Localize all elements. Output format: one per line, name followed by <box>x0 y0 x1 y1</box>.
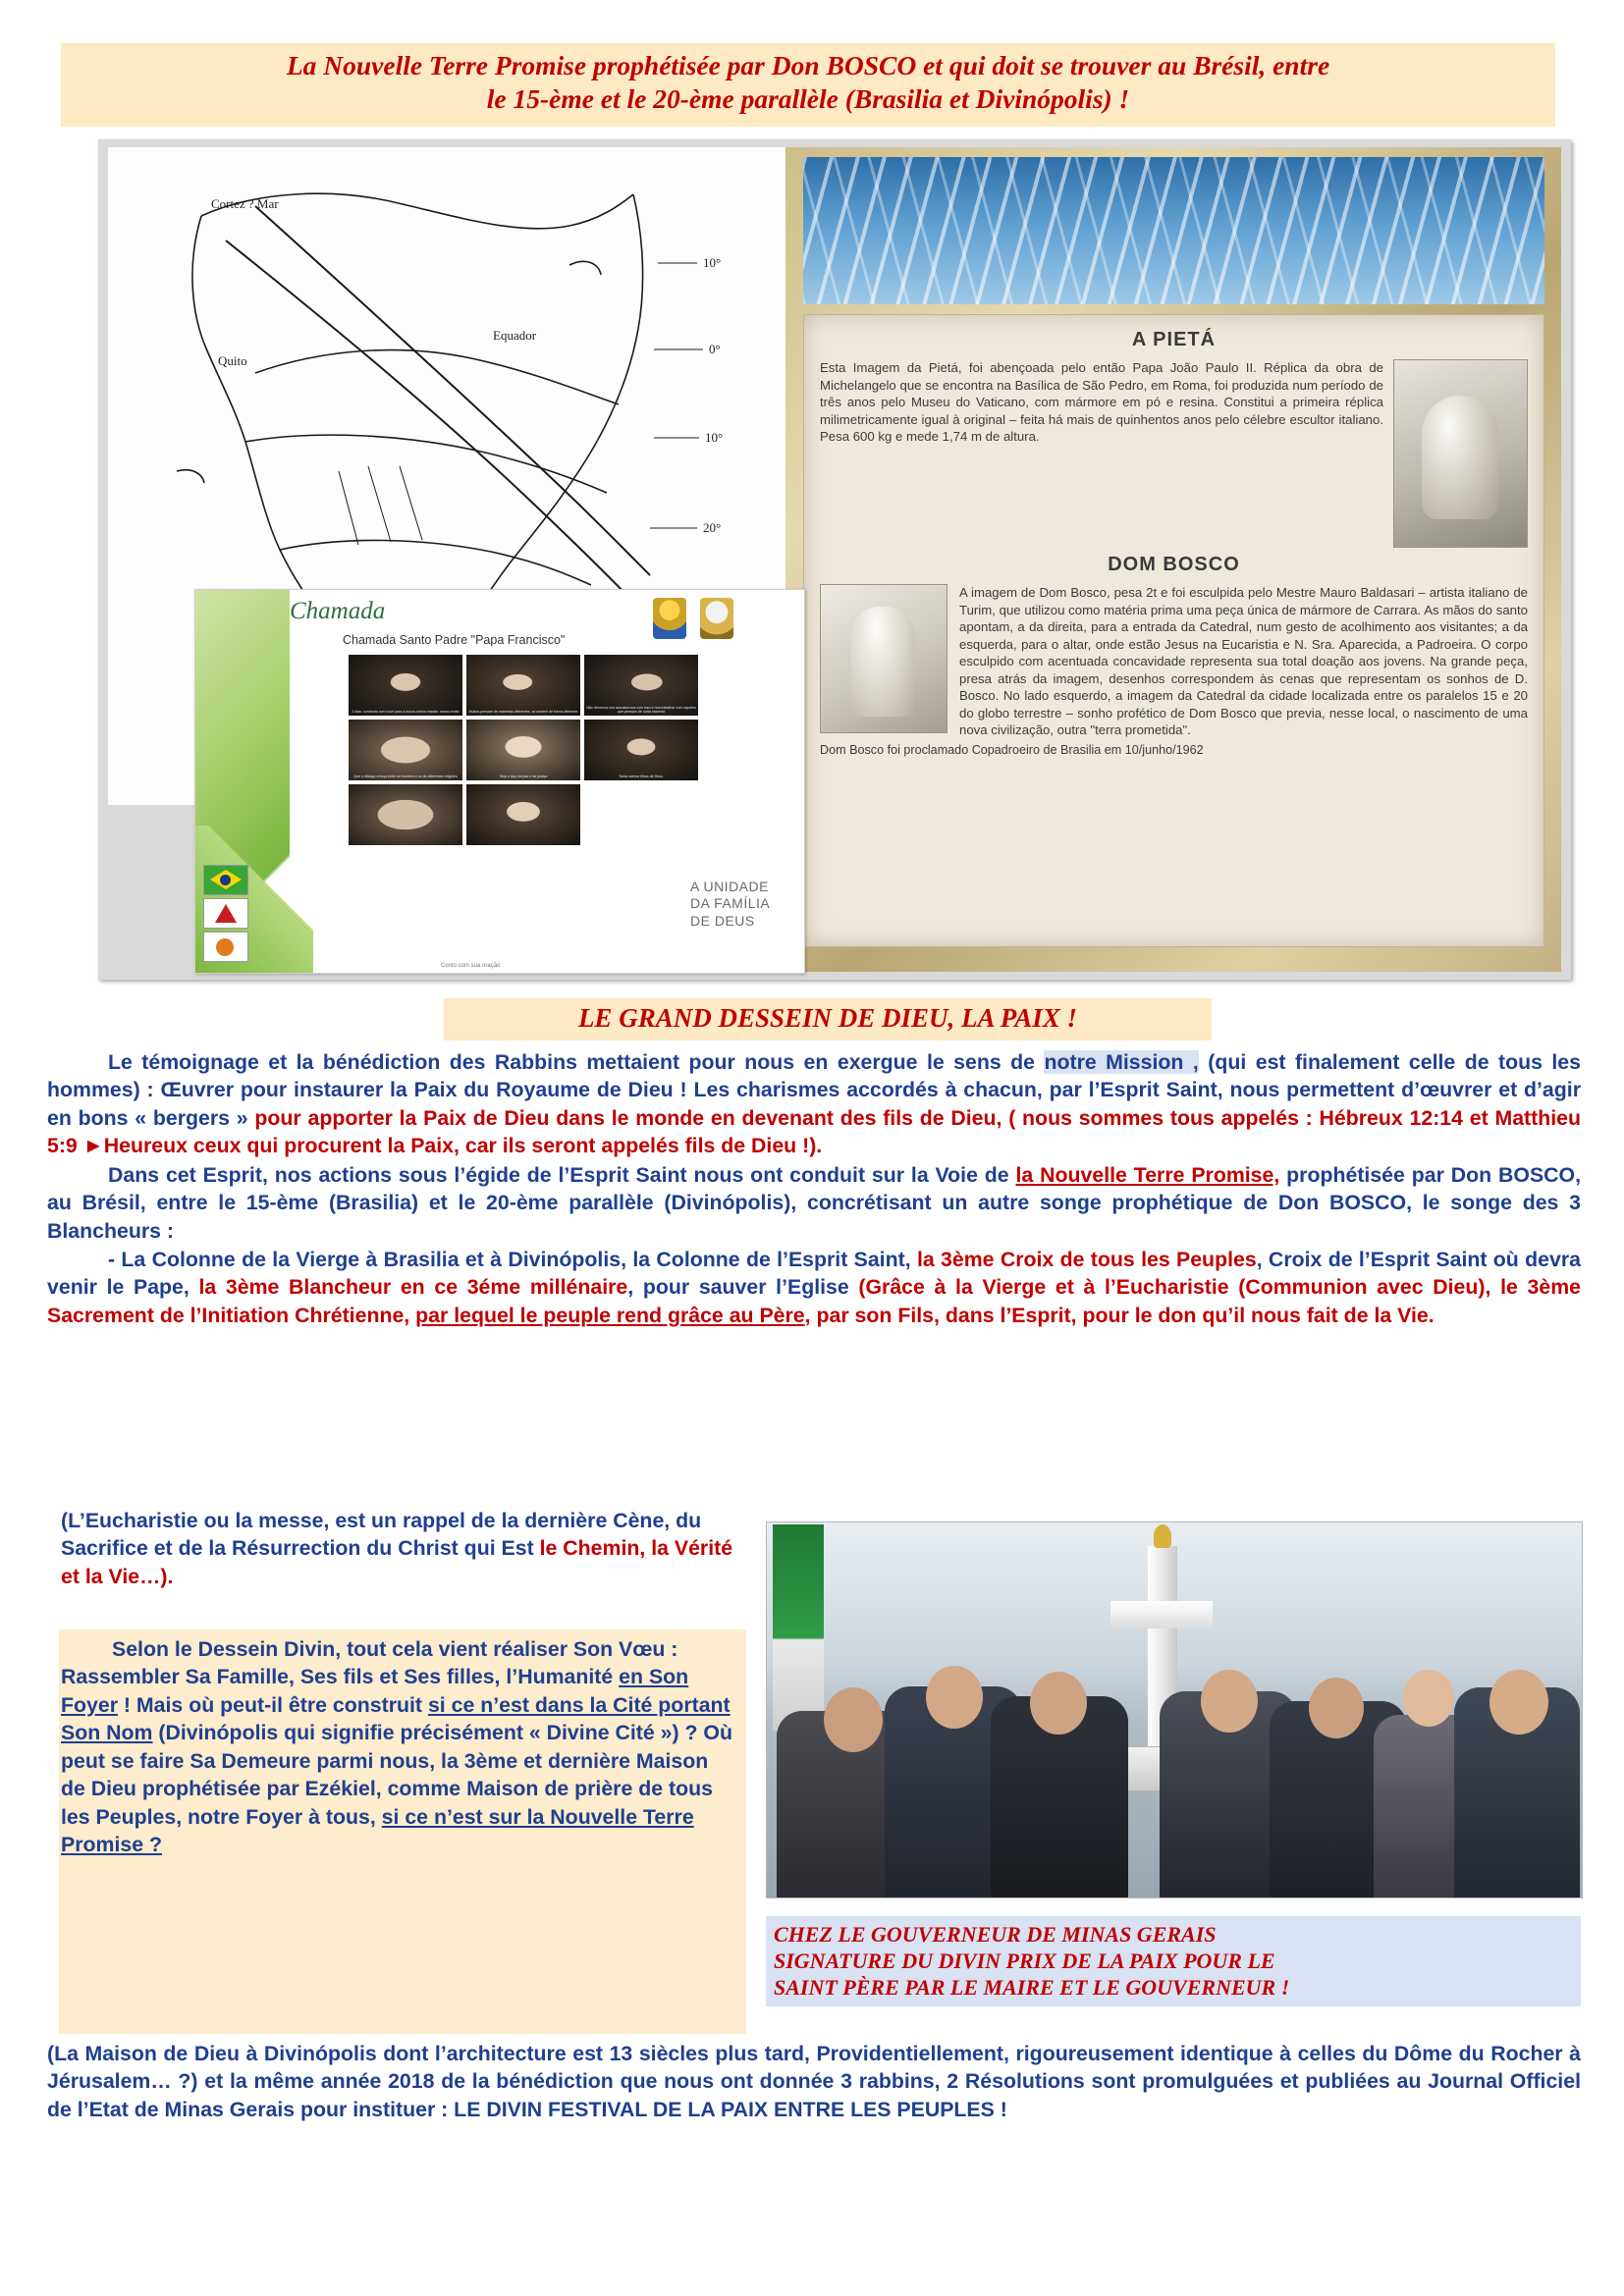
paragraph-4-left-column <box>61 1635 736 1858</box>
p3-part-c: , pour sauver l’Eglise <box>627 1275 859 1300</box>
caption-line-2: SIGNATURE DU DIVIN PRIX DE LA PAIX POUR LE <box>774 1948 1275 1973</box>
person-head <box>824 1687 883 1752</box>
brazil-flag-banner <box>773 1524 824 1731</box>
p1-highlight: notre Mission , <box>1044 1050 1199 1074</box>
pope-photo-caption: Que o diálogo cresça entre os homens e os de diferentes religiões <box>353 774 458 779</box>
chamada-footer-text: Conto com sua oração <box>441 963 501 969</box>
poster-signature-line: Dom Bosco foi proclamado Copadroeiro de Brasilia em 10/junho/1962 <box>820 742 1204 757</box>
p3-red-3: (Grâce à la Vierge et à l’Eucharistie (Communion avec Dieu), le 3ème Sacrement de l’Initiation Chrétienne, <box>47 1275 1581 1327</box>
poster-heading-pieta: A PIETÁ <box>1131 329 1217 350</box>
chamada-title: Chamada <box>290 598 386 624</box>
section-banner-text: LE GRAND DESSEIN DE DIEU, LA PAIX ! <box>577 1003 1078 1033</box>
p2-part-b: prophétisée par Don BOSCO, au Brésil, entre le 15-ème (Brasilia) et le 20-ème parallèle (Divinópolis), concrétisant un autre songe prophétique de Don BOSCO, le songe des 3 Blancheurs : <box>47 1162 1582 1243</box>
pope-photo-cell <box>349 720 462 780</box>
pope-photo-caption: Muitos pensam de maneiras diferentes, se sentem de forma diferente <box>468 710 578 715</box>
cathedral-window-background <box>803 157 1544 304</box>
pope-photo-cell <box>466 720 580 780</box>
svg-text:Equador: Equador <box>493 328 537 343</box>
p4-part-c: (Divinópolis qui signifie précisément « Divine Cité ») ? Où peut se faire Sa Demeure parmi nous, la 3ème et dernière Maison de Dieu prophétisée par Ezékiel, comme Maison de prière de tous les Peuples, notre Foyer à tous, <box>61 1721 732 1829</box>
p4-underline-2: si ce n’est dans la Cité portant Son Nom <box>61 1692 731 1745</box>
p3-part-b: , Croix de l’Esprit Saint où devra venir le Pape, <box>47 1247 1581 1300</box>
person-head <box>926 1666 983 1729</box>
chamada-right-text: A UNIDADE DA FAMÍLIA DE DEUS <box>690 878 770 929</box>
p3-red-2: la 3ème Blancheur en ce 3éme millénaire <box>198 1275 628 1300</box>
p1-part-b: (qui est finalement celle de tous les hommes) : Œuvrer pour instaurer la Paix du Royaume de Dieu ! Les charismes accordés à chacun, par l’Esprit Saint, nous permettent d’œuvrer et d’agir en bons « bergers » <box>47 1050 1581 1130</box>
paragraph-2 <box>47 1161 1581 1245</box>
poster-heading-dombosco: DOM BOSCO <box>1108 554 1240 575</box>
caption-line-1: CHEZ LE GOUVERNEUR DE MINAS GERAIS <box>774 1922 1217 1947</box>
svg-text:Cortez ? Mar: Cortez ? Mar <box>211 196 279 211</box>
paragraph-3-continuation <box>61 1507 748 1590</box>
p4-part-d: (La Maison de Dieu à Divinópolis dont l’architecture est 13 siècles plus tard, Providentiellement, rigoureusement identique à celles du Dôme du Rocher à Jérusalem… ?) et la même année 2018 de la bénédiction que nous ont donnée 3 rabbins, 2 Résolutions sont promulguées et publiées au Journal Officiel de l’Etat de Minas Gerais pour instituer : LE DIVIN FESTIVAL DE LA PAIX ENTRE LES PEUPLES ! <box>47 2042 1581 2121</box>
main-body-text <box>47 1048 1581 1330</box>
p3-red-4: le Chemin, la Vérité et la Vie…). <box>61 1536 733 1588</box>
p3-part-e: (L’Eucharistie ou la messe, est un rappel de la dernière Cène, du Sacrifice et de la Résurrection du Christ qui Est <box>61 1509 702 1561</box>
flag-stack <box>203 865 246 965</box>
page-title-banner <box>61 43 1555 127</box>
pope-photo-caption: Todos somos filhos de Deus. <box>619 774 664 779</box>
p1-part-a: Le témoignage et la bénédiction des Rabbins mettaient pour nous en exergue le sens de <box>108 1050 1045 1074</box>
governor-photo-caption <box>766 1916 1581 2006</box>
poster-paragraph-dombosco: A imagem de Dom Bosco, pesa 2t e foi esculpida pelo Mestre Mauro Baldasari – artista italiano de Turim, que utilizou como matéria prima uma peça única de mármore de Carrara. As mãos do santo apontam, a da direita, para a entrada da Catedral, num gesto de acolhimento aos visitantes; a da esquerda, para o altar, onde estão Jesus na Eucaristia e N. Sra. Aparecida, a Padroeira. O corpo esculpido com acentuada concavidade representa sua total doação aos jovens. Na grande peça, presa atrás da imagem, desenhos correspondem às cenas que representam os sonhos de D. Bosco. No lado esquerdo, a imagem da Catedral da cidade localizada entre os paralelos 15 e 20 do globo terrestre – sonho profético de Dom Bosco que previa, nesse local, o nascimento de uma nova civilização, outra "terra prometida". <box>959 585 1528 738</box>
person-head <box>1201 1670 1258 1733</box>
section-banner <box>444 998 1212 1041</box>
p3-part-a: - La Colonne de la Vierge à Brasilia et à Divinópolis, la Colonne de l’Esprit Saint, <box>108 1247 917 1271</box>
svg-text:Quito: Quito <box>218 353 247 368</box>
pope-photo-caption: 3 dias: contando com você para a busca minha missão: nosso irmão <box>352 710 460 715</box>
governor-signing-photo <box>766 1522 1583 1898</box>
pope-photo-cell <box>584 720 698 780</box>
svg-text:10°: 10° <box>705 430 724 445</box>
poster-paragraph-pieta: Esta Imagem da Pietá, foi abençoada pelo então Papa João Paulo II. Réplica da obra de Michelangelo que se encontra na Basílica de São Pedro, em Roma, foi produzida num período de três anos pelo Museu do Vaticano, com mármore em pó e resina. Constitui a primeira réplica milimetricamente igual à original – feita há mais de quinhentos anos pelo célebre escultor italiano. Pesa 600 kg e mede 1,74 m de altura. <box>820 360 1383 445</box>
pope-photo-cell <box>466 655 580 716</box>
person-head <box>1403 1670 1454 1727</box>
svg-text:10°: 10° <box>703 255 722 270</box>
p3-underline: par lequel le peuple rend grâce au Père <box>415 1303 805 1327</box>
svg-text:0°: 0° <box>709 342 721 356</box>
p3-part-d: , par son Fils, dans l’Esprit, pour le don qu’il nous fait de la Vie. <box>804 1303 1435 1327</box>
caption-line-3: SAINT PÈRE PAR LE MAIRE ET LE GOUVERNEUR ! <box>774 1974 1290 2000</box>
p4-underline-3: si ce n’est sur la Nouvelle Terre Promise ? <box>61 1804 694 1856</box>
brazil-flag-icon <box>203 865 248 895</box>
page-title-line-1: La Nouvelle Terre Promise prophétisée par Don BOSCO et qui doit se trouver au Brésil, entre <box>286 50 1330 80</box>
person-head <box>1489 1670 1548 1735</box>
pope-photo-cell <box>466 784 580 845</box>
cross-horizontal <box>1110 1601 1213 1629</box>
pope-photo-cell <box>349 655 462 716</box>
orange-circle-flag-icon <box>203 932 248 962</box>
chamada-subtitle: Chamada Santo Padre "Papa Francisco" <box>343 633 566 647</box>
cross-golden-dove <box>1154 1524 1171 1548</box>
pope-photo-cell <box>349 784 462 845</box>
pope-photo-cell <box>584 655 698 716</box>
svg-text:20°: 20° <box>703 520 722 535</box>
page-title-line-2: le 15-ème et le 20-ème parallèle (Brasilia et Divinópolis) ! <box>486 83 1130 115</box>
p2-underline: la Nouvelle Terre Promise, <box>1015 1162 1280 1187</box>
pope-photo-caption: Não devemos nos assustarmos com isso e nos trabalhar com aqueles que pensam de outra maneira <box>586 706 696 715</box>
paragraph-3 <box>47 1246 1581 1329</box>
poster-text-panel <box>803 314 1544 947</box>
paragraph-4-tail <box>47 2040 1581 2123</box>
p4-part-a: Selon le Dessein Divin, tout cela vient réaliser Son Vœu : Rassembler Sa Famille, Ses fils et Ses filles, l’Humanité <box>61 1637 678 1689</box>
vatican-emblem-icon <box>653 598 686 639</box>
person-head <box>1309 1678 1364 1738</box>
cathedral-poster-photo <box>785 147 1561 972</box>
p3-red-1: la 3ème Croix de tous les Peuples <box>916 1247 1257 1271</box>
p1-red: pour apporter la Paix de Dieu dans le monde en devenant des fils de Dieu, ( nous sommes tous appelés : Hébreux 12:14 et Matthieu 5:9 ►Heureux ceux qui procurent la Paix, car ils seront appelés fils de Dieu !). <box>47 1105 1582 1158</box>
paragraph-1 <box>47 1048 1581 1160</box>
dom-bosco-statue-image <box>820 584 947 733</box>
red-triangle-flag-icon <box>203 898 248 929</box>
papal-keys-emblem-icon <box>700 598 733 639</box>
chamada-slide <box>194 589 805 974</box>
person-head <box>1030 1672 1087 1735</box>
p2-part-a: Dans cet Esprit, nos actions sous l’égide de l’Esprit Saint nous ont conduit sur la Voie de <box>108 1162 1016 1187</box>
pieta-statue-image <box>1393 359 1528 548</box>
pope-photo-grid <box>349 655 698 845</box>
p4-underline-1: en Son Foyer <box>61 1665 689 1717</box>
pope-photo-caption: Seja o laço da paz e da justiça <box>499 774 548 779</box>
p4-part-b: ! Mais où peut-il être construit <box>118 1692 428 1717</box>
photo-collage <box>98 139 1571 980</box>
